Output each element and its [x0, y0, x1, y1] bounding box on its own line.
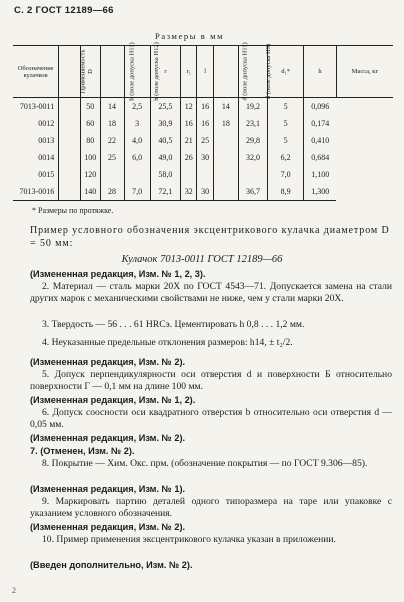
- table-row: 0015 120 58,0 7,0 1,100: [13, 166, 393, 183]
- header-cell: d (поле допуска H9): [238, 46, 267, 98]
- header-cell: Масса, кг: [336, 46, 393, 98]
- header-cell: Применяемость: [59, 46, 81, 98]
- header-cell: D: [80, 46, 100, 98]
- header-cell: d (поле допуска H11): [213, 46, 238, 98]
- example-heading: Пример условного обозначения эксцентрикового кулачка диаметром D = 50 мм:: [30, 225, 390, 249]
- clause-2: 2. Материал — сталь марки 20Х по ГОСТ 4543—71. Допускается замена на стали других марок с механическими свойствами не ниже, чем у стали марки 20Х.: [30, 281, 392, 304]
- header-cell: d₁*: [268, 46, 304, 98]
- header-cell: l: [197, 46, 213, 98]
- header-cell: Обозначение кулачков: [13, 46, 59, 98]
- designation-example: Кулачок 7013-0011 ГОСТ 12189—66: [121, 254, 283, 265]
- table-footnote: * Размеры по протяжке.: [32, 206, 114, 215]
- page-mark: 2: [12, 586, 16, 595]
- page-header: С. 2 ГОСТ 12189—66: [14, 5, 114, 16]
- clause-10: 10. Пример применения эксцентрикового кулачка указан в приложении.: [42, 534, 336, 545]
- dimensions-table: [13, 42, 393, 201]
- clause-3: 3. Твердость — 56 . . . 61 HRCэ. Цементировать h 0,8 . . . 1,2 мм.: [42, 319, 305, 330]
- header-cell: h: [304, 46, 337, 98]
- table-row: 0014 100 25 6,0 49,0 26 30 32,0 6,2 0,684: [13, 149, 393, 166]
- redaction-note: (Введен дополнительно, Изм. № 2).: [30, 560, 193, 570]
- table-row: 7013-0011 50 14 2,5 25,5 12 16 14 19,2 5 0,096: [13, 98, 393, 116]
- clause-7: 7. (Отменен, Изм. № 2).: [30, 446, 135, 456]
- clause-4: 4. Неуказанные предельные отклонения размеров: h14, ± t₂/2.: [42, 337, 293, 348]
- table-header-row: [13, 46, 393, 98]
- header-cell: b (поле допуска H11): [100, 46, 124, 98]
- redaction-note: (Измененная редакция, Изм. № 1, 2, 3).: [30, 269, 206, 279]
- clause-8: 8. Покрытие — Хим. Окс. прм. (обозначение покрытия — по ГОСТ 9.306—85).: [42, 458, 368, 469]
- redaction-note: (Измененная редакция, Изм. № 1).: [30, 484, 186, 494]
- redaction-note: (Измененная редакция, Изм. № 2).: [30, 357, 186, 367]
- clause-6: 6. Допуск соосности оси квадратного отверстия b относительно оси отверстия d — 0,05 мм.: [30, 407, 392, 430]
- header-cell: h (поле допуска Н12): [124, 46, 150, 98]
- clause-5: 5. Допуск перпендикулярности оси отверстия d и поверхности Б относительно поверхности Г — 0,1 мм на длине 100 мм.: [30, 369, 392, 392]
- table-row: 0012 60 18 3 30,9 16 16 18 23,1 5 0,174: [13, 115, 393, 132]
- redaction-note: (Измененная редакция, Изм. № 2).: [30, 433, 186, 443]
- table-caption: Размеры в мм: [155, 31, 225, 41]
- table-row: 0013 80 22 4,0 40,5 21 25 29,8 5 0,410: [13, 132, 393, 149]
- header-cell: r₁: [181, 46, 197, 98]
- header-cell: r: [150, 46, 180, 98]
- redaction-note: (Измененная редакция, Изм. № 1, 2).: [30, 395, 196, 405]
- redaction-note: (Измененная редакция, Изм. № 2).: [30, 522, 186, 532]
- table-row: 7013-0016 140 28 7,0 72,1 32 30 36,7 8,9 1,300: [13, 183, 393, 201]
- clause-9: 9. Маркировать партию деталей одного типоразмера на таре или упаковке с указанием условного обозначения.: [30, 496, 392, 519]
